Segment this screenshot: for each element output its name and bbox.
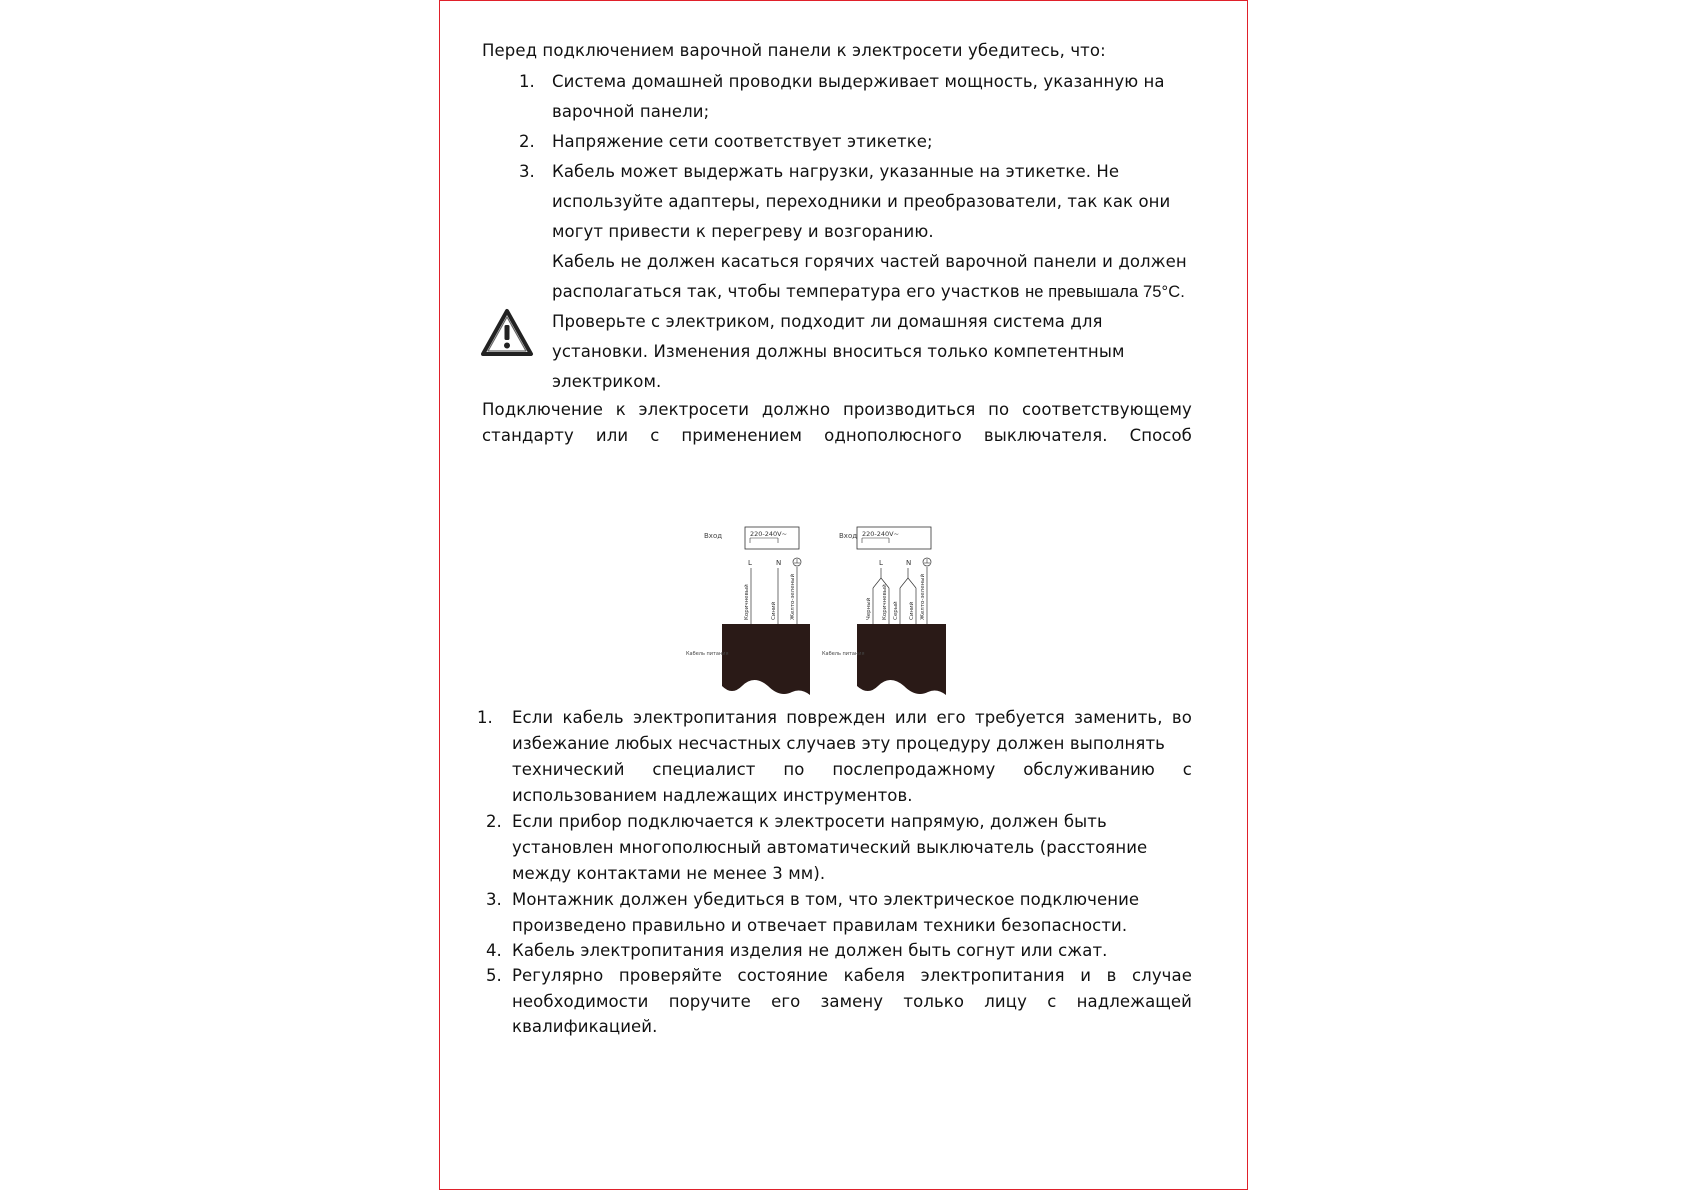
warning-line-1: Проверьте с электриком, подходит ли домашняя система для bbox=[552, 312, 1103, 331]
checklist-item-2-line-1: Напряжение сети соответствует этикетке; bbox=[552, 132, 933, 151]
wiring-diagram bbox=[680, 520, 960, 705]
left-wire-label-blue: Синий bbox=[771, 601, 777, 620]
left-terminal-l: L bbox=[748, 559, 752, 567]
checklist-item-1-line-2: варочной панели; bbox=[552, 102, 710, 121]
right-wire-label-grey: Серый bbox=[893, 601, 899, 620]
safety-item-1-line-1: Если кабель электропитания поврежден или его требуется заменить, во bbox=[512, 708, 1192, 727]
checklist-item-3-line-3: могут привести к перегреву и возгоранию. bbox=[552, 222, 934, 241]
safety-number-4: 4. bbox=[486, 941, 502, 960]
safety-item-3-line-1: Монтажник должен убедиться в том, что электрическое подключение bbox=[512, 890, 1140, 909]
left-voltage-label: 220-240V~ bbox=[750, 530, 788, 538]
safety-item-2-line-3: между контактами не менее 3 мм). bbox=[512, 864, 826, 883]
right-voltage-label: 220-240V~ bbox=[862, 530, 900, 538]
right-wire-label-yellow-green: Желто-зеленый bbox=[920, 573, 926, 620]
safety-item-1-line-3: технический специалист по послепродажному обслуживанию с bbox=[512, 760, 1192, 779]
safety-item-5-line-3: квалификацией. bbox=[512, 1017, 658, 1036]
safety-number-3: 3. bbox=[486, 890, 502, 909]
right-cable-block bbox=[857, 624, 946, 695]
safety-item-2-line-1: Если прибор подключается к электросети напрямую, должен быть bbox=[512, 812, 1107, 831]
left-cable-label: Кабель питания bbox=[686, 651, 729, 657]
left-wire-label-brown: Коричневый bbox=[744, 584, 750, 620]
left-terminal-n: N bbox=[776, 559, 782, 567]
safety-item-5-line-1: Регулярно проверяйте состояние кабеля электропитания и в случае bbox=[512, 966, 1192, 985]
safety-number-5: 5. bbox=[486, 966, 502, 985]
checklist-number-2: 2. bbox=[519, 132, 535, 151]
wiring-diagram-right bbox=[822, 527, 946, 695]
left-wire-label-yellow-green: Желто-зеленый bbox=[790, 573, 796, 620]
intro-text: Перед подключением варочной панели к электросети убедитесь, что: bbox=[482, 41, 1106, 60]
checklist-number-3: 3. bbox=[519, 162, 535, 181]
cable-note-line-2: располагаться так, чтобы температура его участков не превышала 75°C. bbox=[552, 282, 1185, 301]
safety-item-3-line-2: произведено правильно и отвечает правилам техники безопасности. bbox=[512, 916, 1128, 935]
safety-item-1-line-2: избежание любых несчастных случаев эту процедуру должен выполнять bbox=[512, 734, 1165, 753]
safety-number-2: 2. bbox=[486, 812, 502, 831]
wiring-diagram-left bbox=[686, 527, 810, 695]
safety-item-5-line-2: необходимости поручите его замену только лицу с надлежащей bbox=[512, 992, 1192, 1011]
safety-item-4-line-1: Кабель электропитания изделия не должен быть согнут или сжат. bbox=[512, 941, 1108, 960]
right-wire-label-blue: Синий bbox=[909, 601, 915, 620]
checklist-item-3-line-1: Кабель может выдержать нагрузки, указанные на этикетке. Не bbox=[552, 162, 1120, 181]
right-terminal-l: L bbox=[879, 559, 883, 567]
checklist-item-1-line-1: Система домашней проводки выдерживает мощность, указанную на bbox=[552, 72, 1165, 91]
warning-line-2: установки. Изменения должны вноситься только компетентным bbox=[552, 342, 1125, 361]
connection-text-line-1: Подключение к электросети должно производиться по соответствующему bbox=[482, 400, 1192, 419]
safety-item-1-line-4: использованием надлежащих инструментов. bbox=[512, 786, 913, 805]
right-cable-label: Кабель питания bbox=[822, 651, 865, 657]
left-cable-block bbox=[722, 624, 810, 695]
warning-line-3: электриком. bbox=[552, 372, 662, 391]
right-terminal-n: N bbox=[906, 559, 912, 567]
checklist-item-3-line-2: используйте адаптеры, переходники и преобразователи, так как они bbox=[552, 192, 1171, 211]
connection-text-line-2: стандарту или с применением однополюсного выключателя. Способ bbox=[482, 426, 1192, 445]
right-wire-label-brown: Коричневый bbox=[882, 584, 888, 620]
safety-item-2-line-2: установлен многополюсный автоматический выключатель (расстояние bbox=[512, 838, 1148, 857]
safety-number-1: 1. bbox=[477, 708, 493, 727]
checklist-number-1: 1. bbox=[519, 72, 535, 91]
right-wire-label-black: Черный bbox=[866, 597, 872, 620]
warning-triangle-icon bbox=[480, 308, 534, 358]
cable-note-line-1: Кабель не должен касаться горячих частей варочной панели и должен bbox=[552, 252, 1187, 271]
right-input-label: Вход bbox=[839, 532, 858, 540]
left-input-label: Вход bbox=[704, 532, 723, 540]
